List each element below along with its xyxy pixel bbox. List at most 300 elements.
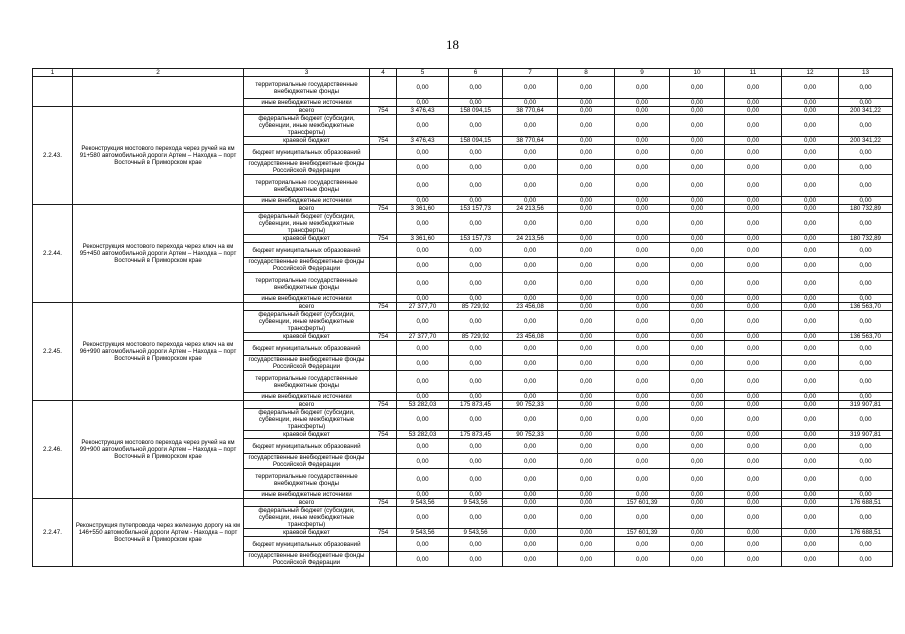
table-row xyxy=(33,499,893,507)
value-cell: 0,00 xyxy=(558,409,615,431)
grbs-cell xyxy=(370,552,397,567)
value-cell: 0,00 xyxy=(670,552,725,567)
value-cell: 0,00 xyxy=(782,333,839,341)
value-cell: 0,00 xyxy=(615,107,670,115)
value-cell: 0,00 xyxy=(725,371,782,393)
value-cell: 0,00 xyxy=(670,258,725,273)
value-cell: 0,00 xyxy=(670,235,725,243)
value-cell: 3 476,43 xyxy=(397,137,449,145)
page-number: 18 xyxy=(446,37,459,52)
value-cell: 136 563,70 xyxy=(839,333,893,341)
value-cell: 0,00 xyxy=(615,235,670,243)
value-cell: 0,00 xyxy=(503,491,558,499)
value-cell: 153 157,73 xyxy=(449,205,503,213)
value-cell: 0,00 xyxy=(615,371,670,393)
value-cell: 0,00 xyxy=(725,499,782,507)
grbs-cell xyxy=(370,77,397,99)
grbs-cell xyxy=(370,160,397,175)
value-cell: 0,00 xyxy=(725,273,782,295)
value-cell: 0,00 xyxy=(782,371,839,393)
value-cell: 157 601,39 xyxy=(615,529,670,537)
column-number: 1 xyxy=(33,69,73,77)
value-cell: 0,00 xyxy=(782,160,839,175)
value-cell: 0,00 xyxy=(782,273,839,295)
source-label: государственные внебюджетные фонды Российской Федерации xyxy=(244,454,370,469)
value-cell: 0,00 xyxy=(782,311,839,333)
value-cell: 0,00 xyxy=(782,303,839,311)
value-cell: 0,00 xyxy=(782,552,839,567)
value-cell: 24 213,56 xyxy=(503,235,558,243)
value-cell: 0,00 xyxy=(670,213,725,235)
value-cell: 0,00 xyxy=(725,552,782,567)
value-cell: 0,00 xyxy=(503,197,558,205)
value-cell: 0,00 xyxy=(725,107,782,115)
value-cell: 0,00 xyxy=(615,401,670,409)
value-cell: 0,00 xyxy=(558,439,615,454)
value-cell: 0,00 xyxy=(397,341,449,356)
value-cell: 0,00 xyxy=(725,507,782,529)
item-name: Реконструкция мостового перехода через ключ на км 96+990 автомобильной дороги Артем – Находка – порт Восточный в Приморском крае xyxy=(73,303,244,401)
grbs-cell xyxy=(370,507,397,529)
value-cell: 0,00 xyxy=(397,115,449,137)
value-cell: 0,00 xyxy=(615,115,670,137)
value-cell: 0,00 xyxy=(397,311,449,333)
source-label: иные внебюджетные источники xyxy=(244,99,370,107)
value-cell: 0,00 xyxy=(558,529,615,537)
value-cell: 0,00 xyxy=(449,197,503,205)
value-cell: 3 361,60 xyxy=(397,235,449,243)
value-cell: 0,00 xyxy=(503,371,558,393)
grbs-cell xyxy=(370,469,397,491)
value-cell: 0,00 xyxy=(615,213,670,235)
value-cell: 0,00 xyxy=(725,295,782,303)
value-cell: 0,00 xyxy=(558,341,615,356)
source-label: иные внебюджетные источники xyxy=(244,295,370,303)
source-label: иные внебюджетные источники xyxy=(244,393,370,401)
value-cell: 0,00 xyxy=(782,341,839,356)
value-cell: 180 732,89 xyxy=(839,205,893,213)
value-cell: 0,00 xyxy=(397,356,449,371)
source-label: краевой бюджет xyxy=(244,431,370,439)
value-cell: 0,00 xyxy=(839,469,893,491)
value-cell: 0,00 xyxy=(558,115,615,137)
column-number: 5 xyxy=(397,69,449,77)
value-cell: 0,00 xyxy=(397,491,449,499)
value-cell: 0,00 xyxy=(558,295,615,303)
value-cell: 9 543,56 xyxy=(449,499,503,507)
value-cell: 9 543,56 xyxy=(449,529,503,537)
item-code: 2.2.45. xyxy=(33,303,73,401)
value-cell: 0,00 xyxy=(670,401,725,409)
value-cell: 0,00 xyxy=(558,393,615,401)
value-cell: 0,00 xyxy=(782,115,839,137)
source-label: краевой бюджет xyxy=(244,529,370,537)
value-cell: 0,00 xyxy=(725,160,782,175)
value-cell: 0,00 xyxy=(670,107,725,115)
value-cell: 90 752,33 xyxy=(503,431,558,439)
column-number: 10 xyxy=(670,69,725,77)
grbs-cell xyxy=(370,115,397,137)
value-cell: 0,00 xyxy=(615,431,670,439)
value-cell: 0,00 xyxy=(449,537,503,552)
source-label: территориальные государственные внебюджетные фонды xyxy=(244,273,370,295)
value-cell: 0,00 xyxy=(615,491,670,499)
value-cell: 0,00 xyxy=(449,469,503,491)
value-cell: 0,00 xyxy=(449,491,503,499)
value-cell: 0,00 xyxy=(725,205,782,213)
value-cell: 0,00 xyxy=(615,160,670,175)
budget-table xyxy=(32,68,893,567)
value-cell: 0,00 xyxy=(670,160,725,175)
value-cell: 0,00 xyxy=(558,160,615,175)
grbs-cell xyxy=(370,295,397,303)
value-cell: 0,00 xyxy=(615,439,670,454)
value-cell: 0,00 xyxy=(449,145,503,160)
item-code: 2.2.47. xyxy=(33,499,73,567)
value-cell: 0,00 xyxy=(449,507,503,529)
value-cell: 0,00 xyxy=(782,107,839,115)
table-row xyxy=(33,107,893,115)
value-cell: 0,00 xyxy=(558,137,615,145)
value-cell: 0,00 xyxy=(615,454,670,469)
source-label: бюджет муниципальных образований xyxy=(244,243,370,258)
value-cell: 24 213,56 xyxy=(503,205,558,213)
value-cell: 0,00 xyxy=(839,258,893,273)
value-cell: 0,00 xyxy=(449,552,503,567)
value-cell: 0,00 xyxy=(558,469,615,491)
value-cell: 0,00 xyxy=(782,537,839,552)
value-cell: 0,00 xyxy=(782,99,839,107)
value-cell: 0,00 xyxy=(503,356,558,371)
source-label: краевой бюджет xyxy=(244,235,370,243)
value-cell: 0,00 xyxy=(782,197,839,205)
value-cell: 0,00 xyxy=(839,99,893,107)
value-cell: 0,00 xyxy=(839,213,893,235)
value-cell: 0,00 xyxy=(558,491,615,499)
value-cell: 0,00 xyxy=(670,205,725,213)
item-code: 2.2.43. xyxy=(33,107,73,205)
value-cell: 0,00 xyxy=(670,77,725,99)
value-cell: 0,00 xyxy=(782,258,839,273)
value-cell: 0,00 xyxy=(839,273,893,295)
value-cell: 9 543,56 xyxy=(397,529,449,537)
value-cell: 0,00 xyxy=(558,431,615,439)
value-cell: 0,00 xyxy=(503,160,558,175)
value-cell: 53 282,03 xyxy=(397,431,449,439)
table-row xyxy=(33,303,893,311)
value-cell: 0,00 xyxy=(725,393,782,401)
value-cell: 3 476,43 xyxy=(397,107,449,115)
code-cell xyxy=(33,77,73,107)
column-number-row xyxy=(33,69,893,77)
value-cell: 0,00 xyxy=(670,439,725,454)
value-cell: 0,00 xyxy=(725,454,782,469)
value-cell: 0,00 xyxy=(725,409,782,431)
value-cell: 0,00 xyxy=(839,311,893,333)
value-cell: 0,00 xyxy=(503,529,558,537)
value-cell: 0,00 xyxy=(670,273,725,295)
value-cell: 200 341,22 xyxy=(839,107,893,115)
value-cell: 153 157,73 xyxy=(449,235,503,243)
value-cell: 0,00 xyxy=(449,160,503,175)
value-cell: 0,00 xyxy=(782,243,839,258)
column-number: 11 xyxy=(725,69,782,77)
value-cell: 0,00 xyxy=(725,537,782,552)
value-cell: 0,00 xyxy=(615,341,670,356)
value-cell: 0,00 xyxy=(670,537,725,552)
value-cell: 0,00 xyxy=(449,393,503,401)
value-cell: 38 770,64 xyxy=(503,107,558,115)
value-cell: 0,00 xyxy=(558,145,615,160)
value-cell: 0,00 xyxy=(615,333,670,341)
column-number: 6 xyxy=(449,69,503,77)
source-label: федеральный бюджет (субсидии, субвенции, иные межбюджетные трансферты) xyxy=(244,409,370,431)
value-cell: 0,00 xyxy=(449,439,503,454)
value-cell: 0,00 xyxy=(839,175,893,197)
value-cell: 0,00 xyxy=(615,311,670,333)
grbs-cell xyxy=(370,213,397,235)
value-cell: 0,00 xyxy=(615,273,670,295)
value-cell: 0,00 xyxy=(670,499,725,507)
source-label: всего xyxy=(244,303,370,311)
value-cell: 0,00 xyxy=(725,197,782,205)
value-cell: 0,00 xyxy=(615,469,670,491)
source-label: бюджет муниципальных образований xyxy=(244,439,370,454)
value-cell: 0,00 xyxy=(670,99,725,107)
value-cell: 0,00 xyxy=(503,311,558,333)
value-cell: 0,00 xyxy=(558,205,615,213)
value-cell: 0,00 xyxy=(782,439,839,454)
source-label: бюджет муниципальных образований xyxy=(244,341,370,356)
value-cell: 0,00 xyxy=(782,235,839,243)
grbs-cell xyxy=(370,99,397,107)
value-cell: 0,00 xyxy=(725,115,782,137)
value-cell: 0,00 xyxy=(670,341,725,356)
value-cell: 27 377,70 xyxy=(397,333,449,341)
value-cell: 0,00 xyxy=(558,401,615,409)
value-cell: 85 729,92 xyxy=(449,303,503,311)
value-cell: 0,00 xyxy=(725,311,782,333)
value-cell: 0,00 xyxy=(782,507,839,529)
item-name: Реконструкция путепровода через железную дорогу на км 146+550 автомобильной дороги Артем - Находка – порт Восточный в Приморском крае xyxy=(73,499,244,567)
source-label: территориальные государственные внебюджетные фонды xyxy=(244,469,370,491)
value-cell: 0,00 xyxy=(670,137,725,145)
column-number: 2 xyxy=(73,69,244,77)
value-cell: 0,00 xyxy=(503,552,558,567)
grbs-cell xyxy=(370,175,397,197)
value-cell: 0,00 xyxy=(558,303,615,311)
value-cell: 0,00 xyxy=(725,213,782,235)
value-cell: 175 873,45 xyxy=(449,401,503,409)
grbs-cell xyxy=(370,356,397,371)
value-cell: 0,00 xyxy=(449,175,503,197)
value-cell: 0,00 xyxy=(558,356,615,371)
value-cell: 0,00 xyxy=(782,205,839,213)
source-label: бюджет муниципальных образований xyxy=(244,145,370,160)
grbs-cell xyxy=(370,409,397,431)
value-cell: 0,00 xyxy=(670,529,725,537)
value-cell: 0,00 xyxy=(558,552,615,567)
value-cell: 0,00 xyxy=(782,431,839,439)
value-cell: 0,00 xyxy=(725,341,782,356)
value-cell: 0,00 xyxy=(503,77,558,99)
value-cell: 0,00 xyxy=(558,507,615,529)
value-cell: 0,00 xyxy=(782,356,839,371)
value-cell: 27 377,70 xyxy=(397,303,449,311)
value-cell: 0,00 xyxy=(725,175,782,197)
value-cell: 0,00 xyxy=(449,77,503,99)
value-cell: 0,00 xyxy=(670,469,725,491)
value-cell: 53 282,03 xyxy=(397,401,449,409)
item-code: 2.2.44. xyxy=(33,205,73,303)
value-cell: 0,00 xyxy=(839,552,893,567)
value-cell: 0,00 xyxy=(670,409,725,431)
value-cell: 0,00 xyxy=(725,439,782,454)
value-cell: 0,00 xyxy=(397,197,449,205)
source-label: всего xyxy=(244,401,370,409)
value-cell: 319 907,81 xyxy=(839,431,893,439)
source-label: государственные внебюджетные фонды Российской Федерации xyxy=(244,160,370,175)
grbs-cell xyxy=(370,371,397,393)
value-cell: 0,00 xyxy=(782,454,839,469)
value-cell: 0,00 xyxy=(615,258,670,273)
grbs-cell: 754 xyxy=(370,303,397,311)
value-cell: 0,00 xyxy=(725,491,782,499)
value-cell: 0,00 xyxy=(503,295,558,303)
source-label: иные внебюджетные источники xyxy=(244,491,370,499)
column-number: 13 xyxy=(839,69,893,77)
value-cell: 0,00 xyxy=(397,507,449,529)
source-label: государственные внебюджетные фонды Российской Федерации xyxy=(244,258,370,273)
column-number: 8 xyxy=(558,69,615,77)
source-label: территориальные государственные внебюджетные фонды xyxy=(244,77,370,99)
value-cell: 0,00 xyxy=(615,409,670,431)
source-label: федеральный бюджет (субсидии, субвенции, иные межбюджетные трансферты) xyxy=(244,311,370,333)
value-cell: 0,00 xyxy=(503,243,558,258)
source-label: федеральный бюджет (субсидии, субвенции, иные межбюджетные трансферты) xyxy=(244,213,370,235)
value-cell: 0,00 xyxy=(782,77,839,99)
table-row xyxy=(33,205,893,213)
value-cell: 0,00 xyxy=(725,145,782,160)
value-cell: 0,00 xyxy=(397,454,449,469)
grbs-cell xyxy=(370,439,397,454)
value-cell: 0,00 xyxy=(503,469,558,491)
value-cell: 0,00 xyxy=(670,243,725,258)
source-label: государственные внебюджетные фонды Российской Федерации xyxy=(244,356,370,371)
value-cell: 176 688,51 xyxy=(839,499,893,507)
source-label: бюджет муниципальных образований xyxy=(244,537,370,552)
value-cell: 0,00 xyxy=(782,175,839,197)
value-cell: 0,00 xyxy=(397,295,449,303)
value-cell: 0,00 xyxy=(449,341,503,356)
grbs-cell: 754 xyxy=(370,401,397,409)
value-cell: 0,00 xyxy=(503,213,558,235)
value-cell: 9 543,56 xyxy=(397,499,449,507)
value-cell: 200 341,22 xyxy=(839,137,893,145)
source-label: федеральный бюджет (субсидии, субвенции, иные межбюджетные трансферты) xyxy=(244,507,370,529)
value-cell: 0,00 xyxy=(397,258,449,273)
grbs-cell: 754 xyxy=(370,333,397,341)
value-cell: 0,00 xyxy=(615,77,670,99)
value-cell: 0,00 xyxy=(782,295,839,303)
value-cell: 0,00 xyxy=(397,409,449,431)
value-cell: 0,00 xyxy=(397,537,449,552)
value-cell: 0,00 xyxy=(397,175,449,197)
value-cell: 0,00 xyxy=(503,409,558,431)
value-cell: 0,00 xyxy=(839,393,893,401)
value-cell: 0,00 xyxy=(615,507,670,529)
value-cell: 0,00 xyxy=(558,99,615,107)
value-cell: 0,00 xyxy=(782,409,839,431)
value-cell: 0,00 xyxy=(782,401,839,409)
value-cell: 0,00 xyxy=(558,175,615,197)
value-cell: 0,00 xyxy=(782,213,839,235)
source-label: всего xyxy=(244,107,370,115)
value-cell: 0,00 xyxy=(839,454,893,469)
value-cell: 0,00 xyxy=(558,454,615,469)
grbs-cell xyxy=(370,491,397,499)
value-cell: 0,00 xyxy=(397,160,449,175)
value-cell: 0,00 xyxy=(670,145,725,160)
value-cell: 0,00 xyxy=(558,107,615,115)
value-cell: 0,00 xyxy=(725,303,782,311)
value-cell: 0,00 xyxy=(670,197,725,205)
value-cell: 85 729,92 xyxy=(449,333,503,341)
value-cell: 0,00 xyxy=(725,258,782,273)
value-cell: 0,00 xyxy=(839,439,893,454)
value-cell: 0,00 xyxy=(449,311,503,333)
value-cell: 0,00 xyxy=(397,273,449,295)
value-cell: 0,00 xyxy=(449,409,503,431)
grbs-cell: 754 xyxy=(370,205,397,213)
grbs-cell xyxy=(370,454,397,469)
source-label: государственные внебюджетные фонды Российской Федерации xyxy=(244,552,370,567)
value-cell: 0,00 xyxy=(615,552,670,567)
name-cell xyxy=(73,77,244,107)
value-cell: 0,00 xyxy=(670,507,725,529)
value-cell: 136 563,70 xyxy=(839,303,893,311)
value-cell: 0,00 xyxy=(503,99,558,107)
value-cell: 0,00 xyxy=(503,507,558,529)
grbs-cell: 754 xyxy=(370,431,397,439)
value-cell: 319 907,81 xyxy=(839,401,893,409)
value-cell: 0,00 xyxy=(670,295,725,303)
value-cell: 3 361,60 xyxy=(397,205,449,213)
value-cell: 0,00 xyxy=(725,431,782,439)
value-cell: 0,00 xyxy=(558,235,615,243)
value-cell: 0,00 xyxy=(615,175,670,197)
column-number: 4 xyxy=(370,69,397,77)
value-cell: 0,00 xyxy=(839,197,893,205)
value-cell: 0,00 xyxy=(839,356,893,371)
source-label: всего xyxy=(244,499,370,507)
value-cell: 0,00 xyxy=(782,393,839,401)
value-cell: 0,00 xyxy=(397,439,449,454)
source-label: иные внебюджетные источники xyxy=(244,197,370,205)
grbs-cell xyxy=(370,341,397,356)
value-cell: 0,00 xyxy=(725,77,782,99)
value-cell: 0,00 xyxy=(503,499,558,507)
value-cell: 0,00 xyxy=(449,356,503,371)
value-cell: 0,00 xyxy=(503,341,558,356)
source-label: федеральный бюджет (субсидии, субвенции, иные межбюджетные трансферты) xyxy=(244,115,370,137)
value-cell: 0,00 xyxy=(615,537,670,552)
grbs-cell: 754 xyxy=(370,107,397,115)
value-cell: 0,00 xyxy=(670,454,725,469)
value-cell: 0,00 xyxy=(449,99,503,107)
value-cell: 0,00 xyxy=(670,333,725,341)
value-cell: 0,00 xyxy=(503,273,558,295)
